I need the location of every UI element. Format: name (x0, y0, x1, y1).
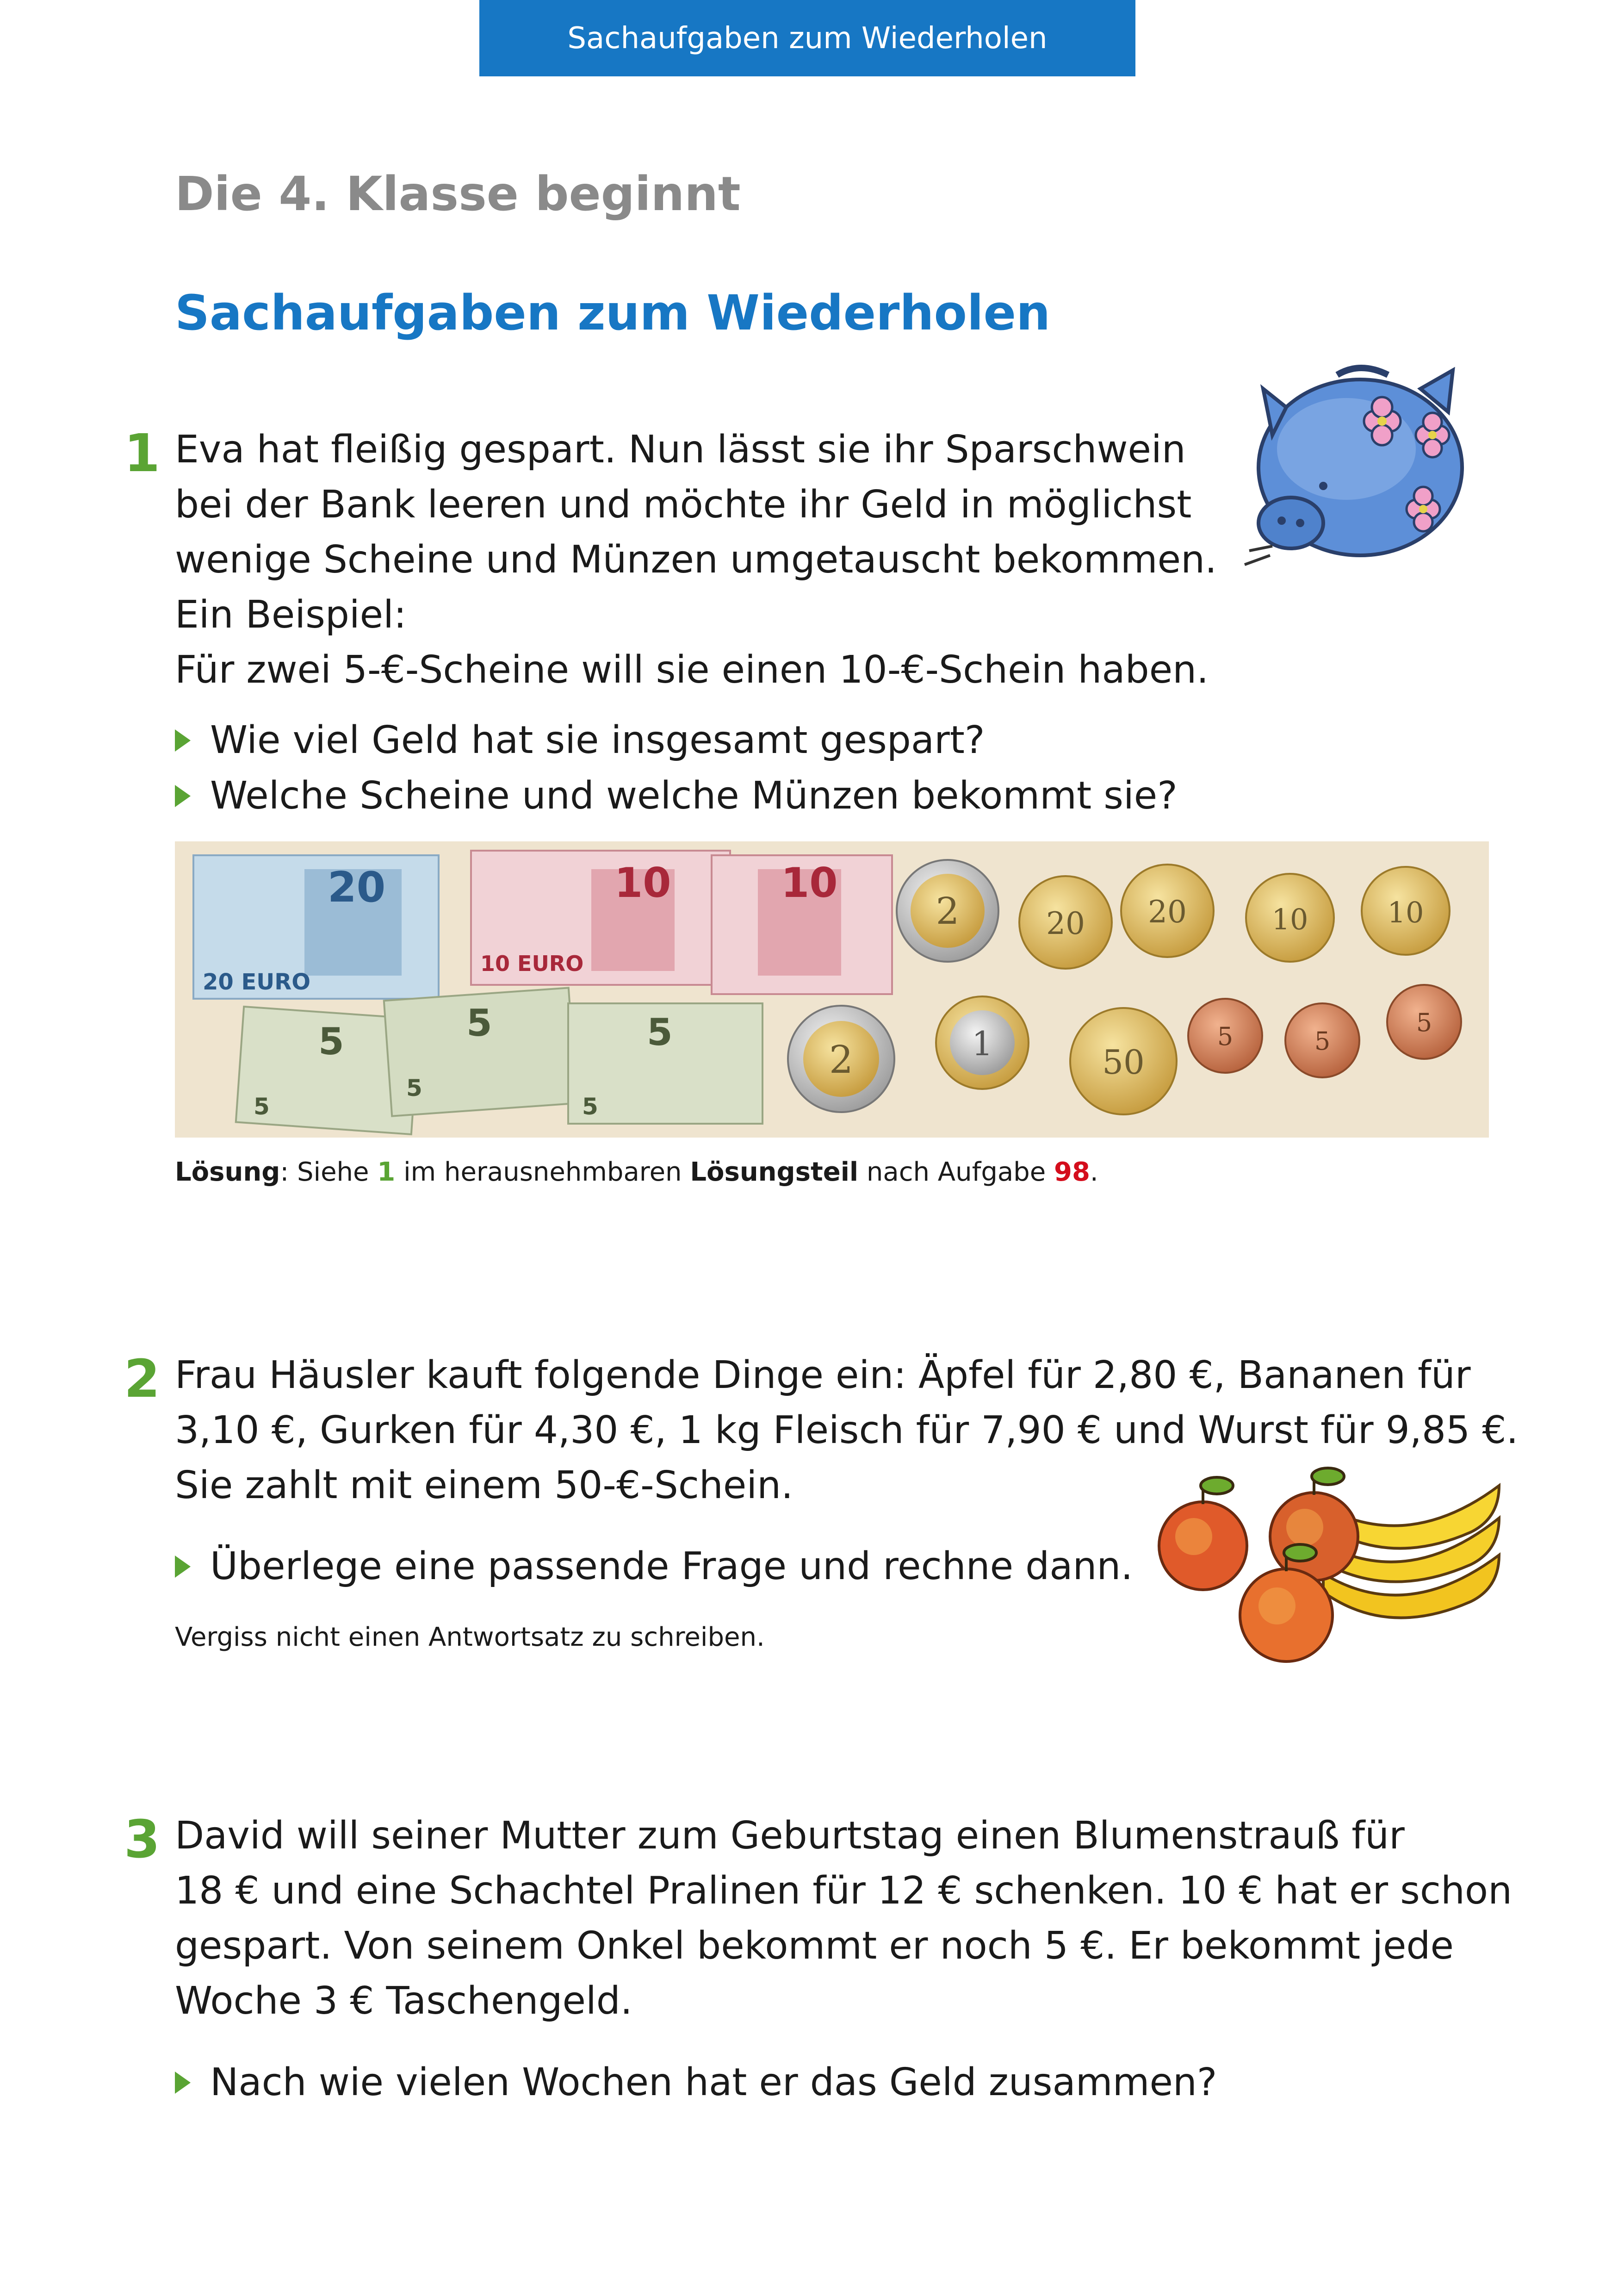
solution-task-number: 98 (1054, 1157, 1090, 1187)
task-1-question (175, 713, 985, 768)
coin-label: 20 (1046, 906, 1085, 941)
note-label: 10 (781, 859, 838, 907)
task-2-note: Vergiss nicht einen Antwortsatz zu schreiben. (175, 1622, 765, 1652)
task-3-line: David will seiner Mutter zum Geburtstag einen Blumenstrauß für (175, 1814, 1405, 1858)
coin-label: 20 (1148, 894, 1187, 930)
task-1-line: bei der Bank leeren und möchte ihr Geld in möglichst (175, 483, 1192, 527)
task-3-line: Woche 3 € Taschengeld. (175, 1979, 632, 2023)
task-number-3: 3 (124, 1810, 160, 1870)
task-1-line: Eva hat fleißig gespart. Nun lässt sie ihr Sparschwein (175, 428, 1186, 472)
money-illustration (175, 841, 1489, 1138)
note-corner: 20 EURO (203, 969, 311, 995)
task-2-line: Sie zahlt mit einem 50-€-Schein. (175, 1463, 794, 1507)
banknote-10 (471, 851, 730, 985)
question-text: Überlege eine passende Frage und rechne dann. (210, 1544, 1133, 1588)
coin-label: 5 (1217, 1022, 1234, 1051)
coin-label: 5 (1314, 1027, 1331, 1056)
note-corner: 5 (254, 1093, 270, 1120)
task-3-question (175, 2055, 1217, 2110)
coin-label: 50 (1102, 1043, 1145, 1082)
solution-number: 1 (377, 1157, 396, 1187)
solution-text: nach Aufgabe (858, 1157, 1054, 1187)
task-3-line: 18 € und eine Schachtel Pralinen für 12 € schenken. 10 € hat er schon (175, 1869, 1513, 1913)
note-label: 5 (647, 1011, 673, 1054)
apples-bananas-illustration (1147, 1453, 1508, 1675)
coin (1121, 865, 1214, 957)
bullet-triangle-icon (175, 1556, 191, 1578)
question-text: Nach wie vielen Wochen hat er das Geld zusammen? (210, 2060, 1217, 2104)
task-number-1: 1 (124, 423, 160, 484)
coin-label: 2 (936, 890, 960, 933)
task-1-text (175, 422, 1217, 697)
task-1-line: wenige Scheine und Münzen umgetauscht bekommen. (175, 538, 1217, 582)
coin (1387, 985, 1461, 1059)
solution-part: Lösungsteil (690, 1157, 859, 1187)
coin-label: 2 (829, 1038, 854, 1082)
note-label: 20 (328, 863, 386, 912)
banknote-20 (193, 855, 439, 999)
coin-label: 10 (1387, 896, 1424, 929)
piggy-bank-illustration (1221, 333, 1481, 592)
task-1-line: Für zwei 5-€-Scheine will sie einen 10-€-Schein haben. (175, 648, 1209, 692)
note-corner: 5 (582, 1093, 598, 1120)
solution-line (175, 1157, 1098, 1187)
banknote-5 (568, 1003, 763, 1124)
coin (1070, 1008, 1177, 1114)
task-3-line: gespart. Von seinem Onkel bekommt er noch 5 €. Er bekommt jede (175, 1924, 1454, 1968)
note-label: 5 (466, 1002, 492, 1045)
task-1-line: Ein Beispiel: (175, 593, 407, 637)
task-2-line: 3,10 €, Gurken für 4,30 €, 1 kg Fleisch für 7,90 € und Wurst für 9,85 €. (175, 1408, 1519, 1452)
banknote-10 (712, 855, 892, 994)
coin (936, 996, 1029, 1089)
coin-label: 5 (1416, 1008, 1432, 1037)
bullet-triangle-icon (175, 729, 191, 752)
note-corner: 5 (406, 1075, 422, 1101)
task-1-question (175, 768, 1178, 823)
bullet-triangle-icon (175, 785, 191, 807)
note-label: 10 (614, 859, 671, 907)
solution-label: Lösung (175, 1157, 280, 1187)
task-number-2: 2 (124, 1349, 160, 1409)
bullet-triangle-icon (175, 2072, 191, 2094)
page-heading: Die 4. Klasse beginnt (175, 167, 741, 222)
header-tab: Sachaufgaben zum Wiederholen (479, 0, 1135, 76)
coin (1246, 874, 1334, 962)
question-text: Welche Scheine und welche Münzen bekommt sie? (210, 774, 1178, 818)
solution-text: : Siehe (280, 1157, 378, 1187)
money-panel (175, 841, 1489, 1138)
coin (1019, 876, 1112, 969)
coin-label: 10 (1271, 902, 1308, 936)
note-label: 5 (318, 1020, 344, 1063)
task-2-line: Frau Häusler kauft folgende Dinge ein: Äpfel für 2,80 €, Bananen für (175, 1353, 1471, 1397)
note-corner: 10 EURO (480, 951, 584, 976)
coin (897, 860, 998, 962)
task-3-text (175, 1808, 1512, 2028)
solution-text: . (1090, 1157, 1098, 1187)
section-title: Sachaufgaben zum Wiederholen (175, 285, 1051, 341)
question-text: Wie viel Geld hat sie insgesamt gespart? (210, 718, 985, 762)
banknote-5 (384, 988, 577, 1116)
coin (1362, 867, 1450, 955)
coin (1285, 1003, 1359, 1077)
task-2-question (175, 1539, 1133, 1594)
coin (1188, 999, 1262, 1073)
coin (788, 1006, 894, 1112)
solution-text: im herausnehmbaren (395, 1157, 690, 1187)
coin-label: 1 (972, 1024, 993, 1063)
